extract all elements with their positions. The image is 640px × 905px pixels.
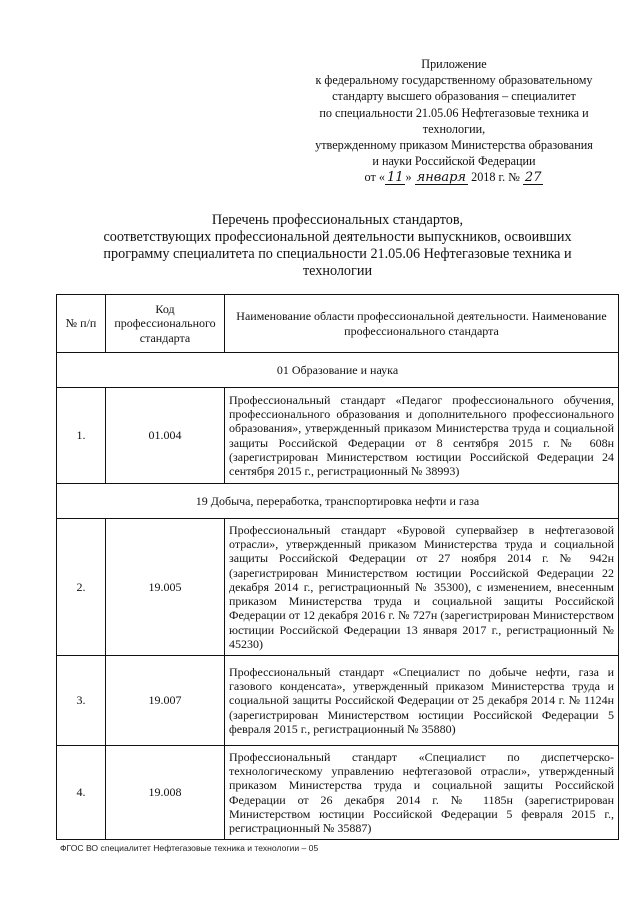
row-number: 4. (57, 746, 106, 840)
section-title: 19 Добыча, переработка, транспортировка нефти и газа (57, 484, 619, 519)
order-number-handwritten: 27 (524, 170, 542, 186)
header-name: Наименование области профессиональной деятельности. Наименование профессионального стандарта (225, 295, 619, 353)
annex-line: Приложение (421, 57, 487, 71)
header-code: Код профессионального стандарта (106, 295, 225, 353)
row-code: 19.008 (106, 746, 225, 840)
row-text: Профессиональный стандарт «Специалист по диспетчерско-технологическому управлению нефтегазовой отрасли», утвержденный приказом Министерства труда и социальной защиты Российской Федерации от 26 декабря 2014 г. № 1185н (зарегистрирован Министерством юстиции Российской Федерации 5 февраля 2015 г., регистрационный № 35887) (225, 746, 619, 840)
section-title: 01 Образование и наука (57, 353, 619, 388)
annex-date-line (296, 169, 612, 185)
table-row (57, 519, 619, 656)
annex-line: утвержденному приказом Министерства образования (315, 138, 593, 153)
date-month-handwritten: января (416, 170, 467, 186)
page-footer: ФГОС ВО специалитет Нефтегазовые техника и технологии – 05 (60, 843, 319, 853)
row-text: Профессиональный стандарт «Специалист по добыче нефти, газа и газового конденсата», утвержденный приказом Министерства труда и социальной защиты Российской Федерации от 25 декабря 2014 г. № 1124н (зарегистрирован Министерством юстиции Российской Федерации 5 февраля 2015 г., регистрационный № 35880) (225, 656, 619, 746)
header-number: № п/п (57, 295, 106, 353)
annex-line: и науки Российской Федерации (372, 154, 536, 169)
date-prefix: от « (364, 170, 385, 185)
row-code: 19.007 (106, 656, 225, 746)
table-row (57, 746, 619, 840)
date-day-handwritten: 11 (386, 170, 404, 186)
row-code: 01.004 (106, 388, 225, 484)
annex-line: к федеральному государственному образовательному (315, 73, 593, 88)
standards-table (56, 294, 619, 840)
document-title (60, 212, 615, 280)
title-line: Перечень профессиональных стандартов, (211, 212, 464, 228)
table-row (57, 388, 619, 484)
annex-block (296, 56, 612, 186)
section-row (57, 353, 619, 388)
table-row (57, 656, 619, 746)
date-mid: » (405, 170, 412, 185)
title-line: программу специалитета по специальности 21.05.06 Нефтегазовые техника и (103, 246, 572, 262)
row-text: Профессиональный стандарт «Педагог профессионального обучения, профессионального образования и дополнительного профессионального образования», утвержденный приказом Министерства труда и социальной защиты Российской Федерации от 8 сентября 2015 г. № 608н (зарегистрирован Министерством юстиции Российской Федерации 24 сентября 2015 г., регистрационный № 38993) (225, 388, 619, 484)
section-row (57, 484, 619, 519)
annex-line: стандарту высшего образования – специалитет (332, 89, 576, 104)
row-text: Профессиональный стандарт «Буровой супервайзер в нефтегазовой отрасли», утвержденный приказом Министерства труда и социальной защиты Российской Федерации от 27 ноября 2014 г. № 942н (зарегистрирован Министерством юстиции Российской Федерации 22 декабря 2014 г., регистрационный № 35300), с изменением, внесенным приказом Министерства труда и социальной защиты Российской Федерации от 12 декабря 2016 г. № 727н (зарегистрирован Министерством юстиции Российской Федерации 13 января 2017 г., регистрационный № 45230) (225, 519, 619, 656)
annex-line: технологии, (422, 121, 486, 136)
annex-line: по специальности 21.05.06 Нефтегазовые техника и (319, 105, 589, 120)
row-number: 2. (57, 519, 106, 656)
table-header-row (57, 295, 619, 353)
row-code: 19.005 (106, 519, 225, 656)
row-number: 3. (57, 656, 106, 746)
date-year: 2018 г. № (471, 170, 520, 185)
row-number: 1. (57, 388, 106, 484)
title-line: соответствующих профессиональной деятельности выпускников, освоивших (103, 229, 572, 245)
title-line: технологии (302, 263, 373, 279)
